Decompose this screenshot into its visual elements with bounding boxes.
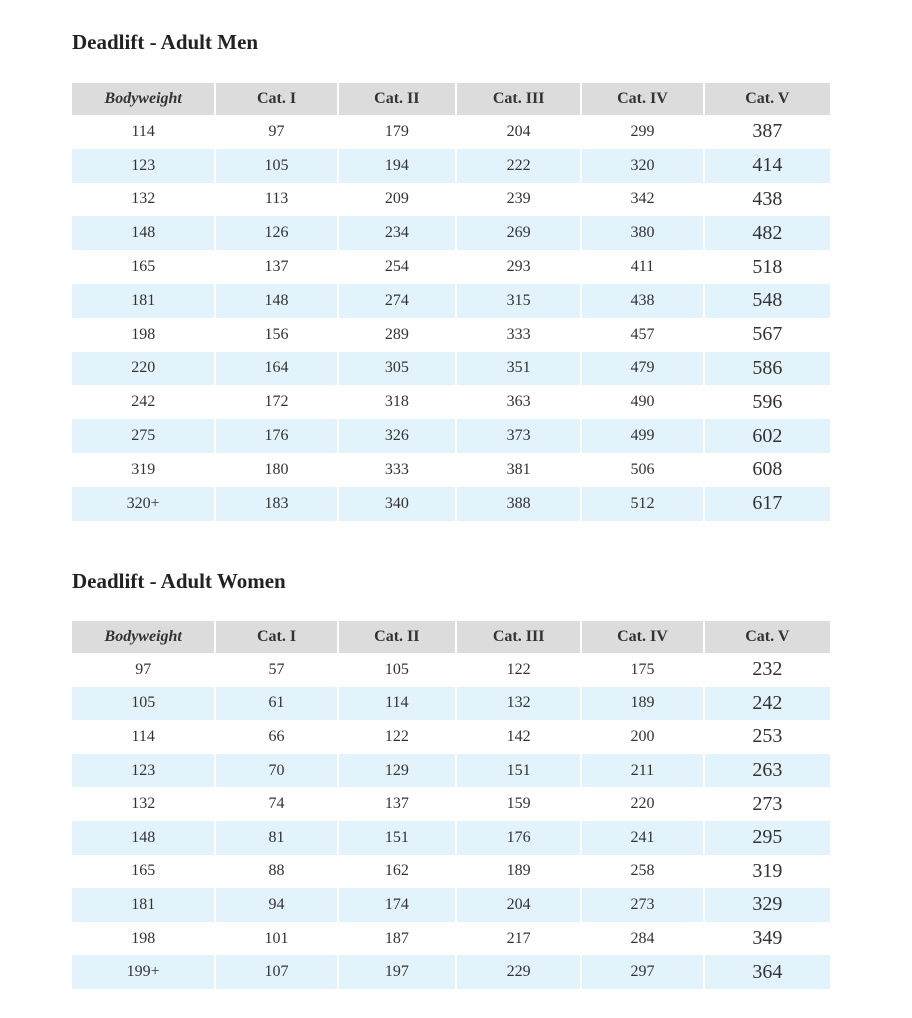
category-value-cell: 137 (384, 795, 409, 813)
bodyweight-cell: 242 (131, 393, 156, 411)
category-value-cell: 151 (339, 821, 455, 855)
category-value-cell: 61 (216, 687, 336, 721)
category-value-cell: 253 (752, 725, 783, 748)
category-value-cell: 156 (264, 325, 289, 343)
column-header: Bodyweight (72, 83, 214, 115)
category-value-cell: 340 (339, 487, 455, 521)
bodyweight-cell: 132 (131, 190, 156, 208)
women-table-title: Deadlift - Adult Women (72, 569, 286, 593)
table-row (72, 453, 830, 487)
category-value-cell: 164 (216, 352, 336, 386)
category-value-cell: 180 (264, 460, 289, 478)
category-value-cell: 254 (384, 258, 409, 276)
category-value-cell: 179 (384, 122, 409, 140)
category-value-cell: 381 (506, 460, 531, 478)
category-value-cell: 567 (752, 323, 783, 346)
category-value-cell: 57 (268, 660, 285, 678)
category-value-cell: 105 (216, 149, 336, 183)
table-row (72, 487, 830, 521)
men-section (72, 27, 830, 521)
bodyweight-cell: 105 (72, 687, 214, 721)
category-value-cell: 176 (216, 419, 336, 453)
category-value-cell: 189 (582, 687, 702, 721)
category-value-cell: 200 (630, 727, 655, 745)
table-row (72, 720, 830, 754)
table-row (72, 754, 830, 788)
bodyweight-cell: 165 (131, 862, 156, 880)
column-header: Cat. II (339, 83, 455, 115)
category-value-cell: 229 (457, 955, 580, 989)
category-value-cell: 269 (457, 216, 580, 250)
category-value-cell: 176 (457, 821, 580, 855)
category-value-cell: 209 (384, 190, 409, 208)
category-value-cell: 197 (339, 955, 455, 989)
category-value-cell: 107 (216, 955, 336, 989)
bodyweight-cell: 220 (72, 352, 214, 386)
table-row (72, 855, 830, 889)
bodyweight-cell: 319 (131, 460, 156, 478)
table-row (72, 250, 830, 284)
bodyweight-cell: 198 (131, 325, 156, 343)
category-value-cell: 284 (630, 929, 655, 947)
category-value-cell: 299 (630, 122, 655, 140)
column-header: Cat. IV (582, 83, 702, 115)
category-value-cell: 129 (339, 754, 455, 788)
table-row (72, 318, 830, 352)
bodyweight-cell: 181 (72, 284, 214, 318)
category-value-cell: 204 (457, 888, 580, 922)
category-value-cell: 66 (268, 727, 285, 745)
category-value-cell: 305 (339, 352, 455, 386)
table-row (72, 149, 830, 183)
category-value-cell: 608 (752, 458, 783, 481)
category-value-cell: 97 (268, 122, 285, 140)
category-value-cell: 329 (705, 888, 830, 922)
table-row (72, 653, 830, 687)
category-value-cell: 326 (339, 419, 455, 453)
category-value-cell: 289 (384, 325, 409, 343)
category-value-cell: 122 (506, 660, 531, 678)
column-header: Cat. IV (582, 621, 702, 653)
category-value-cell: 388 (457, 487, 580, 521)
category-value-cell: 183 (216, 487, 336, 521)
bodyweight-cell: 114 (131, 122, 155, 140)
category-value-cell: 94 (216, 888, 336, 922)
table-row (72, 216, 830, 250)
category-value-cell: 457 (630, 325, 655, 343)
category-value-cell: 204 (506, 122, 531, 140)
category-value-cell: 222 (457, 149, 580, 183)
category-value-cell: 586 (705, 352, 830, 386)
category-value-cell: 380 (582, 216, 702, 250)
table-row (72, 352, 830, 386)
column-header: Cat. V (705, 621, 830, 653)
category-value-cell: 162 (384, 862, 409, 880)
category-value-cell: 414 (705, 149, 830, 183)
category-value-cell: 319 (752, 859, 783, 882)
category-value-cell: 499 (582, 419, 702, 453)
column-header: Cat. I (216, 621, 336, 653)
category-value-cell: 438 (582, 284, 702, 318)
category-value-cell: 175 (630, 660, 655, 678)
category-value-cell: 342 (630, 190, 655, 208)
category-value-cell: 273 (582, 888, 702, 922)
bodyweight-cell: 198 (131, 929, 156, 947)
bodyweight-cell: 132 (131, 795, 156, 813)
category-value-cell: 273 (752, 792, 783, 815)
category-value-cell: 318 (384, 393, 409, 411)
table-row (72, 821, 830, 855)
category-value-cell: 363 (506, 393, 531, 411)
table-row (72, 787, 830, 821)
category-value-cell: 295 (705, 821, 830, 855)
category-value-cell: 88 (268, 862, 285, 880)
category-value-cell: 189 (506, 862, 531, 880)
category-value-cell: 274 (339, 284, 455, 318)
category-value-cell: 617 (705, 487, 830, 521)
category-value-cell: 105 (384, 660, 409, 678)
bodyweight-cell: 199+ (72, 955, 214, 989)
column-header: Cat. II (339, 621, 455, 653)
column-header: Cat. V (705, 83, 830, 115)
bodyweight-cell: 165 (131, 258, 156, 276)
category-value-cell: 333 (506, 325, 531, 343)
category-value-cell: 241 (582, 821, 702, 855)
category-value-cell: 438 (752, 187, 783, 210)
category-value-cell: 151 (457, 754, 580, 788)
table-row (72, 115, 830, 149)
table-row (72, 888, 830, 922)
table-row (72, 922, 830, 956)
category-value-cell: 126 (216, 216, 336, 250)
category-value-cell: 174 (339, 888, 455, 922)
category-value-cell: 234 (339, 216, 455, 250)
category-value-cell: 411 (630, 258, 655, 276)
bodyweight-cell: 123 (72, 149, 214, 183)
category-value-cell: 242 (705, 687, 830, 721)
bodyweight-cell: 114 (131, 727, 155, 745)
category-value-cell: 239 (506, 190, 531, 208)
category-value-cell: 320 (582, 149, 702, 183)
table-row (72, 687, 830, 721)
bodyweight-cell: 97 (135, 660, 152, 678)
table-header-row (72, 83, 830, 115)
table-row (72, 183, 830, 217)
category-value-cell: 364 (705, 955, 830, 989)
category-value-cell: 602 (705, 419, 830, 453)
category-value-cell: 74 (268, 795, 285, 813)
table-row (72, 955, 830, 989)
column-header: Bodyweight (72, 621, 214, 653)
category-value-cell: 148 (216, 284, 336, 318)
category-value-cell: 479 (582, 352, 702, 386)
bodyweight-cell: 148 (72, 821, 214, 855)
category-value-cell: 194 (339, 149, 455, 183)
category-value-cell: 512 (582, 487, 702, 521)
table-row (72, 419, 830, 453)
category-value-cell: 333 (384, 460, 409, 478)
category-value-cell: 81 (216, 821, 336, 855)
category-value-cell: 122 (384, 727, 409, 745)
category-value-cell: 548 (705, 284, 830, 318)
category-value-cell: 349 (752, 927, 783, 950)
category-value-cell: 70 (216, 754, 336, 788)
category-value-cell: 113 (264, 190, 289, 208)
women-deadlift-table (70, 621, 832, 989)
category-value-cell: 373 (457, 419, 580, 453)
column-header: Cat. I (216, 83, 336, 115)
category-value-cell: 351 (457, 352, 580, 386)
category-value-cell: 211 (582, 754, 702, 788)
table-row (72, 284, 830, 318)
women-section (72, 566, 830, 989)
bodyweight-cell: 123 (72, 754, 214, 788)
category-value-cell: 220 (630, 795, 655, 813)
category-value-cell: 482 (705, 216, 830, 250)
category-value-cell: 232 (752, 658, 783, 681)
category-value-cell: 137 (264, 258, 289, 276)
category-value-cell: 297 (582, 955, 702, 989)
bodyweight-cell: 181 (72, 888, 214, 922)
category-value-cell: 142 (506, 727, 531, 745)
category-value-cell: 159 (506, 795, 531, 813)
column-header: Cat. III (457, 83, 580, 115)
category-value-cell: 114 (339, 687, 455, 721)
category-value-cell: 596 (752, 390, 783, 413)
column-header: Cat. III (457, 621, 580, 653)
table-row (72, 385, 830, 419)
category-value-cell: 258 (630, 862, 655, 880)
category-value-cell: 187 (384, 929, 409, 947)
bodyweight-cell: 275 (72, 419, 214, 453)
men-deadlift-table (70, 83, 832, 521)
category-value-cell: 387 (752, 120, 783, 143)
category-value-cell: 217 (506, 929, 531, 947)
bodyweight-cell: 320+ (72, 487, 214, 521)
category-value-cell: 506 (630, 460, 655, 478)
category-value-cell: 263 (705, 754, 830, 788)
table-header-row (72, 621, 830, 653)
category-value-cell: 172 (264, 393, 289, 411)
category-value-cell: 293 (506, 258, 531, 276)
category-value-cell: 315 (457, 284, 580, 318)
category-value-cell: 101 (264, 929, 289, 947)
bodyweight-cell: 148 (72, 216, 214, 250)
category-value-cell: 490 (630, 393, 655, 411)
category-value-cell: 132 (457, 687, 580, 721)
category-value-cell: 518 (752, 255, 783, 278)
men-table-title: Deadlift - Adult Men (72, 30, 259, 54)
